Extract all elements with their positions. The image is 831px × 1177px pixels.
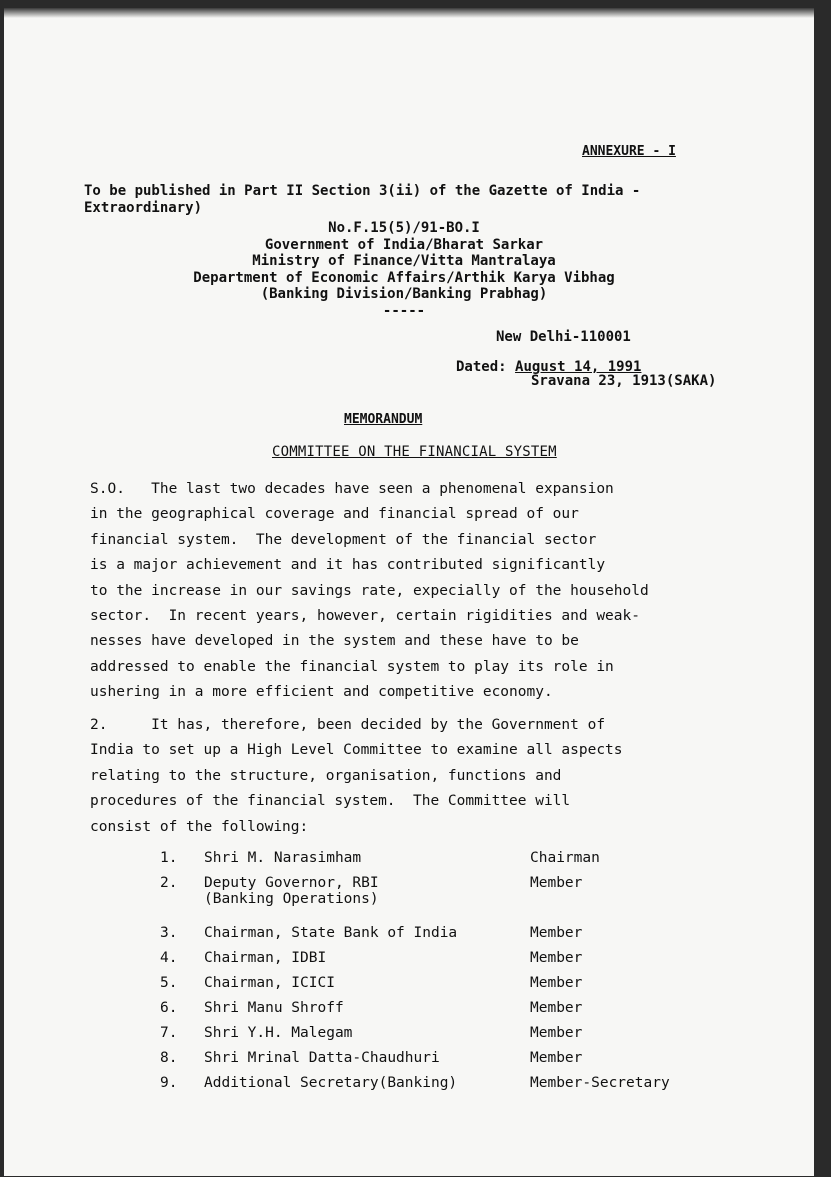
member-row (160, 950, 710, 975)
member-name (204, 950, 530, 966)
member-role: Member (530, 1050, 583, 1066)
member-number: 6. (160, 1000, 178, 1016)
member-row (160, 1000, 710, 1025)
member-name-line: Shri Y.H. Malegam (204, 1025, 353, 1041)
document-page (4, 8, 814, 1176)
members-list (160, 850, 710, 1100)
paragraph-line: is a major achievement and it has contributed significantly (90, 557, 606, 574)
paragraph-line: 2. It has, therefore, been decided by the Government of (90, 717, 606, 733)
member-row (160, 1075, 710, 1100)
paragraph-line: addressed to enable the financial system to play its role in (90, 658, 614, 675)
paragraph-line: India to set up a High Level Committee to examine all aspects (90, 742, 623, 759)
gazette-note (84, 183, 784, 217)
member-name-line: (Banking Operations) (204, 891, 379, 907)
paragraph-line: S.O. The last two decades have seen a phenomenal expansion (90, 481, 614, 497)
member-role: Member (530, 950, 583, 966)
member-name-line: Chairman, ICICI (204, 975, 335, 991)
paragraph-line: procedures of the financial system. The Committee will (90, 793, 571, 810)
paragraph-line: consist of the following: (90, 818, 309, 835)
paragraph-line: ushering in a more efficient and competitive economy. (90, 684, 553, 701)
member-name (204, 1050, 530, 1066)
member-name-line: Shri M. Narasimham (204, 850, 362, 866)
member-name (204, 1075, 530, 1091)
separator-line: ----- (382, 302, 426, 319)
paragraph-1 (90, 477, 770, 706)
member-number: 3. (160, 925, 178, 941)
member-row (160, 925, 710, 950)
member-role: Member (530, 975, 583, 991)
place-line: New Delhi-110001 (496, 329, 631, 345)
paragraph-2 (90, 713, 770, 840)
date-gregorian: August 14, 1991 (515, 359, 642, 375)
government-line: Government of India/Bharat Sarkar (264, 236, 544, 253)
gazette-note-line: To be published in Part II Section 3(ii) of the Gazette of India - (84, 183, 641, 199)
division-line: (Banking Division/Banking Prabhag) (260, 286, 548, 302)
date-label: Dated: (456, 359, 507, 375)
member-name-line: Additional Secretary(Banking) (204, 1075, 458, 1091)
member-name-line: Shri Manu Shroff (204, 1000, 344, 1016)
date-saka: Sravana 23, 1913(SAKA) (531, 373, 717, 389)
member-name-line: Shri Mrinal Datta-Chaudhuri (204, 1050, 440, 1066)
member-number: 7. (160, 1025, 178, 1041)
member-number: 9. (160, 1075, 178, 1091)
member-row (160, 975, 710, 1000)
member-role: Member (530, 1025, 583, 1041)
paragraph-line: sector. In recent years, however, certain rigidities and weak- (90, 608, 640, 625)
annexure-label: ANNEXURE - I (582, 144, 676, 159)
department-line: Department of Economic Affairs/Arthik Karya Vibhag (193, 269, 615, 286)
paragraph-line: financial system. The development of the financial sector (90, 531, 597, 548)
member-number: 8. (160, 1050, 178, 1066)
paragraph-line: nesses have developed in the system and these have to be (90, 633, 579, 650)
scan-edge-shadow (4, 8, 814, 18)
memorandum-title: MEMORANDUM (344, 412, 423, 427)
member-row (160, 1050, 710, 1075)
member-name (204, 1000, 530, 1016)
issuing-authority-block (184, 220, 624, 319)
committee-title: COMMITTEE ON THE FINANCIAL SYSTEM (272, 444, 557, 460)
member-role: Member (530, 875, 583, 891)
member-role: Chairman (530, 850, 600, 866)
member-number: 1. (160, 850, 178, 866)
paragraph-line: relating to the structure, organisation, functions and (90, 767, 562, 784)
date-block (456, 360, 716, 388)
member-number: 5. (160, 975, 178, 991)
member-name (204, 850, 530, 866)
member-name (204, 925, 530, 941)
member-name-line: Chairman, IDBI (204, 950, 327, 966)
member-number: 4. (160, 950, 178, 966)
paragraph-line: to the increase in our savings rate, expecially of the household (90, 582, 649, 599)
member-role: Member-Secretary (530, 1075, 670, 1091)
member-name (204, 1025, 530, 1041)
member-row (160, 850, 710, 875)
paragraph-line: in the geographical coverage and financial spread of our (90, 506, 579, 523)
member-name (204, 975, 530, 991)
member-name-line: Chairman, State Bank of India (204, 925, 458, 941)
member-role: Member (530, 1000, 583, 1016)
member-role: Member (530, 925, 583, 941)
member-row (160, 875, 710, 925)
gazette-note-line: Extraordinary) (84, 200, 203, 216)
member-name (204, 875, 530, 907)
member-number: 2. (160, 875, 178, 891)
ministry-line: Ministry of Finance/Vitta Mantralaya (252, 253, 556, 269)
file-number: No.F.15(5)/91-BO.I (328, 220, 480, 236)
member-name-line: Deputy Governor, RBI (204, 875, 379, 891)
member-row (160, 1025, 710, 1050)
